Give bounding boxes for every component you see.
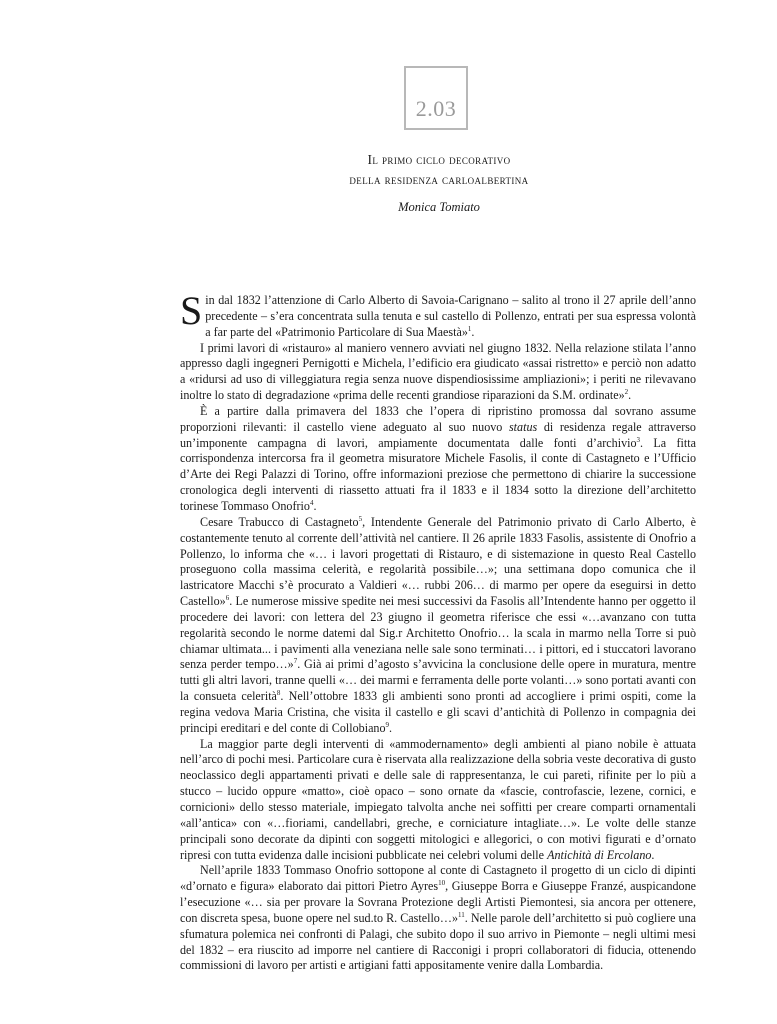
paragraph-text: . Nell’ottobre 1833 gli ambienti sono pronti ad accogliere i primi ospiti, come la regina vedova Maria Cristina, che visita il castello e gli scavi d’antichità di Pollenzo in compagnia dei principi ereditari e del conte di Collobiano	[180, 689, 696, 735]
drop-cap: S	[180, 288, 203, 333]
paragraph-text: .	[651, 847, 655, 862]
article-body	[180, 288, 696, 974]
footnote-ref: 4	[309, 498, 314, 507]
chapter-title-line-2: della residenza carloalbertina	[349, 172, 529, 187]
paragraph-text: . La fitta corrispondenza intercorsa fra il geometra misuratore Michele Fasolis, il conte di Castagneto e l’Ufficio d’Arte dei Regi Palazzi di Torino, offre informazioni preziose che permettono di chiarire la successione cronologica degli interventi di riassetto attuati fra il 1833 e il 1834 sotto la direzione dell’architetto torinese Tommaso Onofrio	[180, 435, 696, 513]
paragraph-text: Nell’aprile 1833 Tommaso Onofrio sottopone al conte di Castagneto il progetto di un ciclo di dipinti «d’ornato e figura» elaborato dai pittori Pietro Ayres	[180, 863, 696, 894]
paragraph-6	[180, 863, 696, 974]
paragraph-text: .	[471, 324, 475, 339]
paragraph-3	[180, 404, 696, 515]
footnote-ref: 11	[458, 910, 465, 919]
chapter-number-box	[404, 66, 468, 130]
footnote-ref: 3	[636, 435, 641, 444]
italic-title: Antichità di Ercolano	[547, 847, 652, 862]
author-name: Monica Tomiato	[398, 200, 480, 214]
paragraph-text: . Già ai primi d’agosto s’avvicina la conclusione delle opere in muratura, mentre tutti gli altri lavori, tranne quelli «… dei marmi e ferramenta delle porte volanti…» sono portati avanti con la consueta celerità	[180, 657, 696, 704]
footnote-ref: 9	[385, 720, 390, 729]
paragraph-text: I primi lavori di «ristauro» al maniero vennero avviati nel giugno 1832. Nella relazione stilata l’anno appresso dagli ingegneri Pernigotti e Michela, l’edificio era giudicato «assai ristretto» e perciò non adatto a «ridursi ad uso di villeggiatura regia senza nuove dispendiosissime ampliazioni»; i periti ne rilevavano inoltre lo stato di degradazione «prima delle recenti grandiose riparazioni da S.M. ordinate»	[180, 340, 696, 403]
paragraph-text: È a partire dalla primavera del 1833 che l’opera di ripristino promossa dal sovrano assume proporzioni rilevanti: il castello viene adeguato al suo nuovo	[180, 403, 696, 434]
footnote-ref: 7	[293, 657, 298, 666]
paragraph-text: , Giuseppe Borra e Giuseppe Franzé, auspicandone l’esecuzione «… sia per provare la Sovrana Protezione degli Artisti Piemontesi, sia ancora per ottenere, con discreta spesa, buone opere nel sud.to R. Castello…»	[180, 879, 696, 925]
paragraph-text: , Intendente Generale del Patrimonio privato di Carlo Alberto, è costantemente tenuto al corrente dell’attività nel cantiere. Il 26 aprile 1833 Fasolis, assistente di Onofrio a Pollenzo, lo informa che «… i lavori progettati di Ristauro, e di sistemazione in questo Real Castello proseguono colla massima celerità, e regolarità possibile…»; una settimana dopo comunica che il lastricatore Macchi s’è procurato a Valdieri «… rubbi 206… di marmo per opere da eseguirsi in detto Castello»	[180, 514, 696, 609]
footnote-ref: 10	[438, 879, 446, 888]
footnote-ref: 8	[276, 689, 281, 698]
paragraph-text: in dal 1832 l’attenzione di Carlo Alberto di Savoia-Carignano – salito al trono il 27 aprile dell’anno precedente – s’era concentrata sulla tenuta e sul castello di Pollenzo, entrati per sua espressa volontà a far parte del «Patrimonio Particolare di Sua Maestà»	[205, 293, 696, 339]
paragraph-1	[180, 288, 696, 341]
paragraph-text: .	[389, 720, 393, 735]
paragraph-text: . Nelle parole dell’architetto si può cogliere una sfumatura polemica nei confronti di Palagi, che subito dopo il suo arrivo in Piemonte – negli ultimi mesi del 1832 – era riuscito ad imporre nel cantiere di Racconigi i propri collaboratori di fiducia, ottenendo commissioni di lavoro per artisti e artigiani fatti appositamente venire dalla Lombardia.	[180, 910, 696, 973]
paragraph-4	[180, 515, 696, 737]
footnote-ref: 5	[358, 514, 363, 523]
paragraph-text: .	[628, 388, 632, 403]
footnote-ref: 1	[467, 324, 472, 333]
paragraph-text: Cesare Trabucco di Castagneto	[200, 514, 359, 529]
footnote-ref: 6	[225, 594, 230, 603]
italic-term: status	[508, 419, 538, 434]
footnote-ref: 2	[624, 388, 629, 397]
paragraph-text: . Le numerose missive spedite nei mesi successivi da Fasolis all’Intendente hanno per oggetto il procedere dei lavori: con lettera del 23 giugno il geometra riferisce che essi «…avanzano con tutta regolarità secondo le norme datemi dal Sig.r Architetto Onofrio… la scala in marmo nella Torre si può chiamar ultimata... i pavimenti alla veneziana nelle sale sono terminati… i pittori, ed i stuccatori lavorano senza perder tempo…»	[180, 594, 696, 672]
paragraph-text: La maggior parte degli interventi di «ammodernamento» degli ambienti al piano nobile è attuata nell’arco di pochi mesi. Particolare cura è riservata alla realizzazione della sobria veste decorativa di gusto neoclassico degli appartamenti privati e delle sale di rappresentanza, le cui pareti, rifinite per lo più a stucco – lucido oppure «matto», cioè opaco – sono ornate da «fascie, controfascie, lezene, cornici, e cornicioni» dello stesso materiale, impiegato talvolta anche nei soffitti per creare comparti ornamentali «all’antica» con «…fioriami, candellabri, greche, e corniciature intagliate…». Le volte delle stanze principali sono decorate da dipinti con soggetti mitologici e allegorici, o con motivi figurati e d’ornato ripresi con tutta evidenza dalle incisioni pubblicate nei celebri volumi delle	[180, 736, 696, 862]
chapter-title-line-1: Il primo ciclo decorativo	[367, 152, 511, 167]
chapter-number: 2.03	[415, 96, 457, 121]
paragraph-5	[180, 737, 696, 864]
paragraph-2	[180, 341, 696, 404]
paragraph-text: .	[313, 498, 317, 513]
paragraph-text: di residenza regale attraverso un’imponente campagna di lavori, ampiamente documentata dalle fonti d’archivio	[180, 419, 696, 450]
